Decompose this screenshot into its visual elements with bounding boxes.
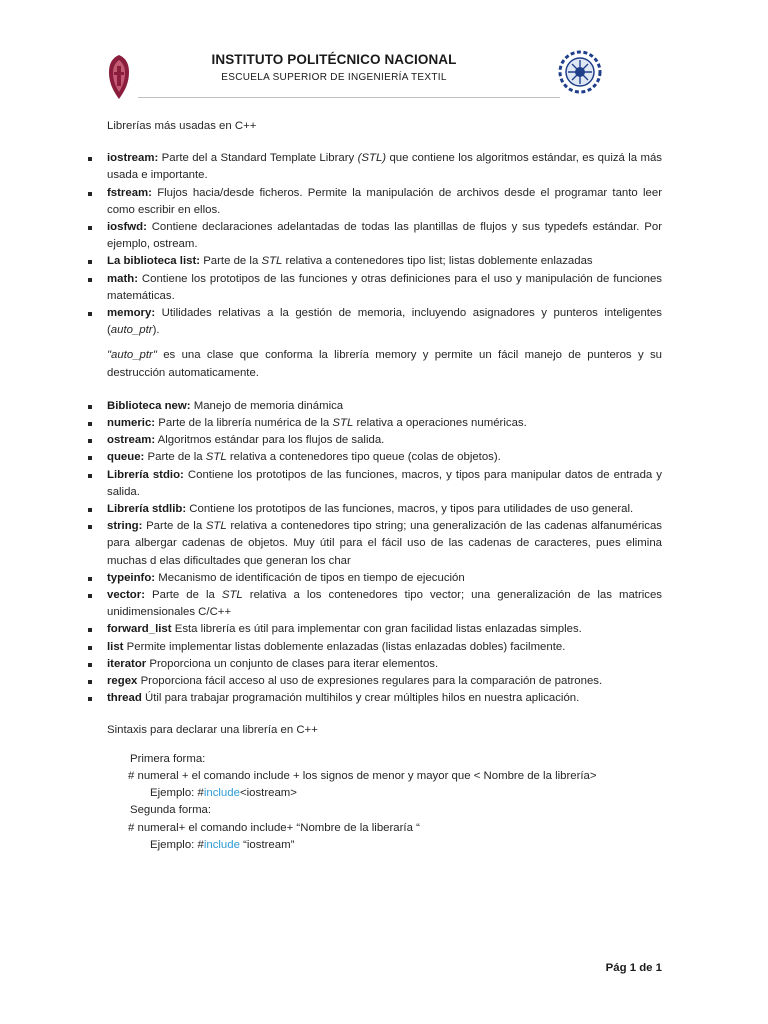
list-item: forward_list Esta librería es útil para implementar con gran facilidad listas enlazadas simples. <box>88 621 662 638</box>
list-item: fstream: Flujos hacia/desde ficheros. Permite la manipulación de archivos desde el programar tanto leer como escribir en ellos. <box>88 185 662 219</box>
first-form-desc: # numeral + el comando include + los signos de menor y mayor que < Nombre de la librería> <box>128 769 597 782</box>
second-form-example: Ejemplo: #include “iostream” <box>150 838 295 851</box>
list-item: numeric: Parte de la librería numérica de la STL relativa a operaciones numéricas. <box>88 415 662 432</box>
list-item: La biblioteca list: Parte de la STL relativa a contenedores tipo list; listas doblemente enlazadas <box>88 253 662 270</box>
syntax-block <box>130 751 662 854</box>
document-body <box>88 118 662 854</box>
list-item: typeinfo: Mecanismo de identificación de tipos en tiempo de ejecución <box>88 570 662 587</box>
syntax-title: Sintaxis para declarar una librería en C++ <box>107 723 318 736</box>
institution-name: INSTITUTO POLITÉCNICO NACIONAL <box>211 52 457 67</box>
auto-ptr-note: "auto_ptr" es una clase que conforma la librería memory y permite un fácil manejo de punteros y su destrucción automaticamente. <box>107 349 662 379</box>
list-item: math: Contiene los prototipos de las funciones y otras definiciones para el uso y manipulación de funciones matemáticas. <box>88 271 662 305</box>
document-header <box>100 44 568 98</box>
school-name: ESCUELA SUPERIOR DE INGENIERÍA TEXTIL <box>221 72 447 83</box>
second-form-desc: # numeral+ el comando include+ “Nombre de la liberaría “ <box>128 821 420 834</box>
list-item: iterator Proporciona un conjunto de clases para iterar elementos. <box>88 656 662 673</box>
list-item: list Permite implementar listas doblemente enlazadas (listas enlazadas dobles) facilmente. <box>88 639 662 656</box>
list-item: thread Útil para trabajar programación multihilos y crear múltiples hilos en nuestra aplicación. <box>88 690 662 707</box>
list-item: regex Proporciona fácil acceso al uso de expresiones regulares para la comparación de patrones. <box>88 673 662 690</box>
list-item: Biblioteca new: Manejo de memoria dinámica <box>88 398 662 415</box>
library-list-1 <box>88 150 662 339</box>
list-item: Librería stdlib: Contiene los prototipos de las funciones, macros, y tipos para utilidades de uso general. <box>88 501 662 518</box>
document-title: Librerías más usadas en C++ <box>107 120 257 132</box>
page-number: Pág 1 de 1 <box>605 962 662 974</box>
header-divider <box>138 97 560 98</box>
list-item: Librería stdio: Contiene los prototipos de las funciones, macros, y tipos para manipular datos de entrada y salida. <box>88 467 662 501</box>
library-list-2 <box>88 398 662 708</box>
list-item: iosfwd: Contiene declaraciones adelantadas de todas las plantillas de flujos y sus typedefs estándar. Por ejemplo, ostream. <box>88 219 662 253</box>
list-item: memory: Utilidades relativas a la gestión de memoria, incluyendo asignadores y punteros inteligentes (auto_ptr). <box>88 305 662 339</box>
list-item: ostream: Algoritmos estándar para los flujos de salida. <box>88 432 662 449</box>
first-form-example: Ejemplo: #include<iostream> <box>150 787 297 800</box>
list-item: iostream: Parte del a Standard Template Library (STL) que contiene los algoritmos estándar, es quizá la más usada e importante. <box>88 150 662 184</box>
list-item: queue: Parte de la STL relativa a contenedores tipo queue (colas de objetos). <box>88 449 662 466</box>
first-form-label: Primera forma: <box>130 752 206 765</box>
second-form-label: Segunda forma: <box>130 804 212 817</box>
list-item: string: Parte de la STL relativa a contenedores tipo string; una generalización de las cadenas alfanuméricas para albergar cadenas de objetos. Muy útil para el fácil uso de las cadenas de caracteres, pues elimina muchas d elas dificultades que generan los char <box>88 518 662 570</box>
list-item: vector: Parte de la STL relativa a los contenedores tipo vector; una generalización de las matrices unidimensionales C/C++ <box>88 587 662 621</box>
esit-logo-icon <box>558 50 602 94</box>
